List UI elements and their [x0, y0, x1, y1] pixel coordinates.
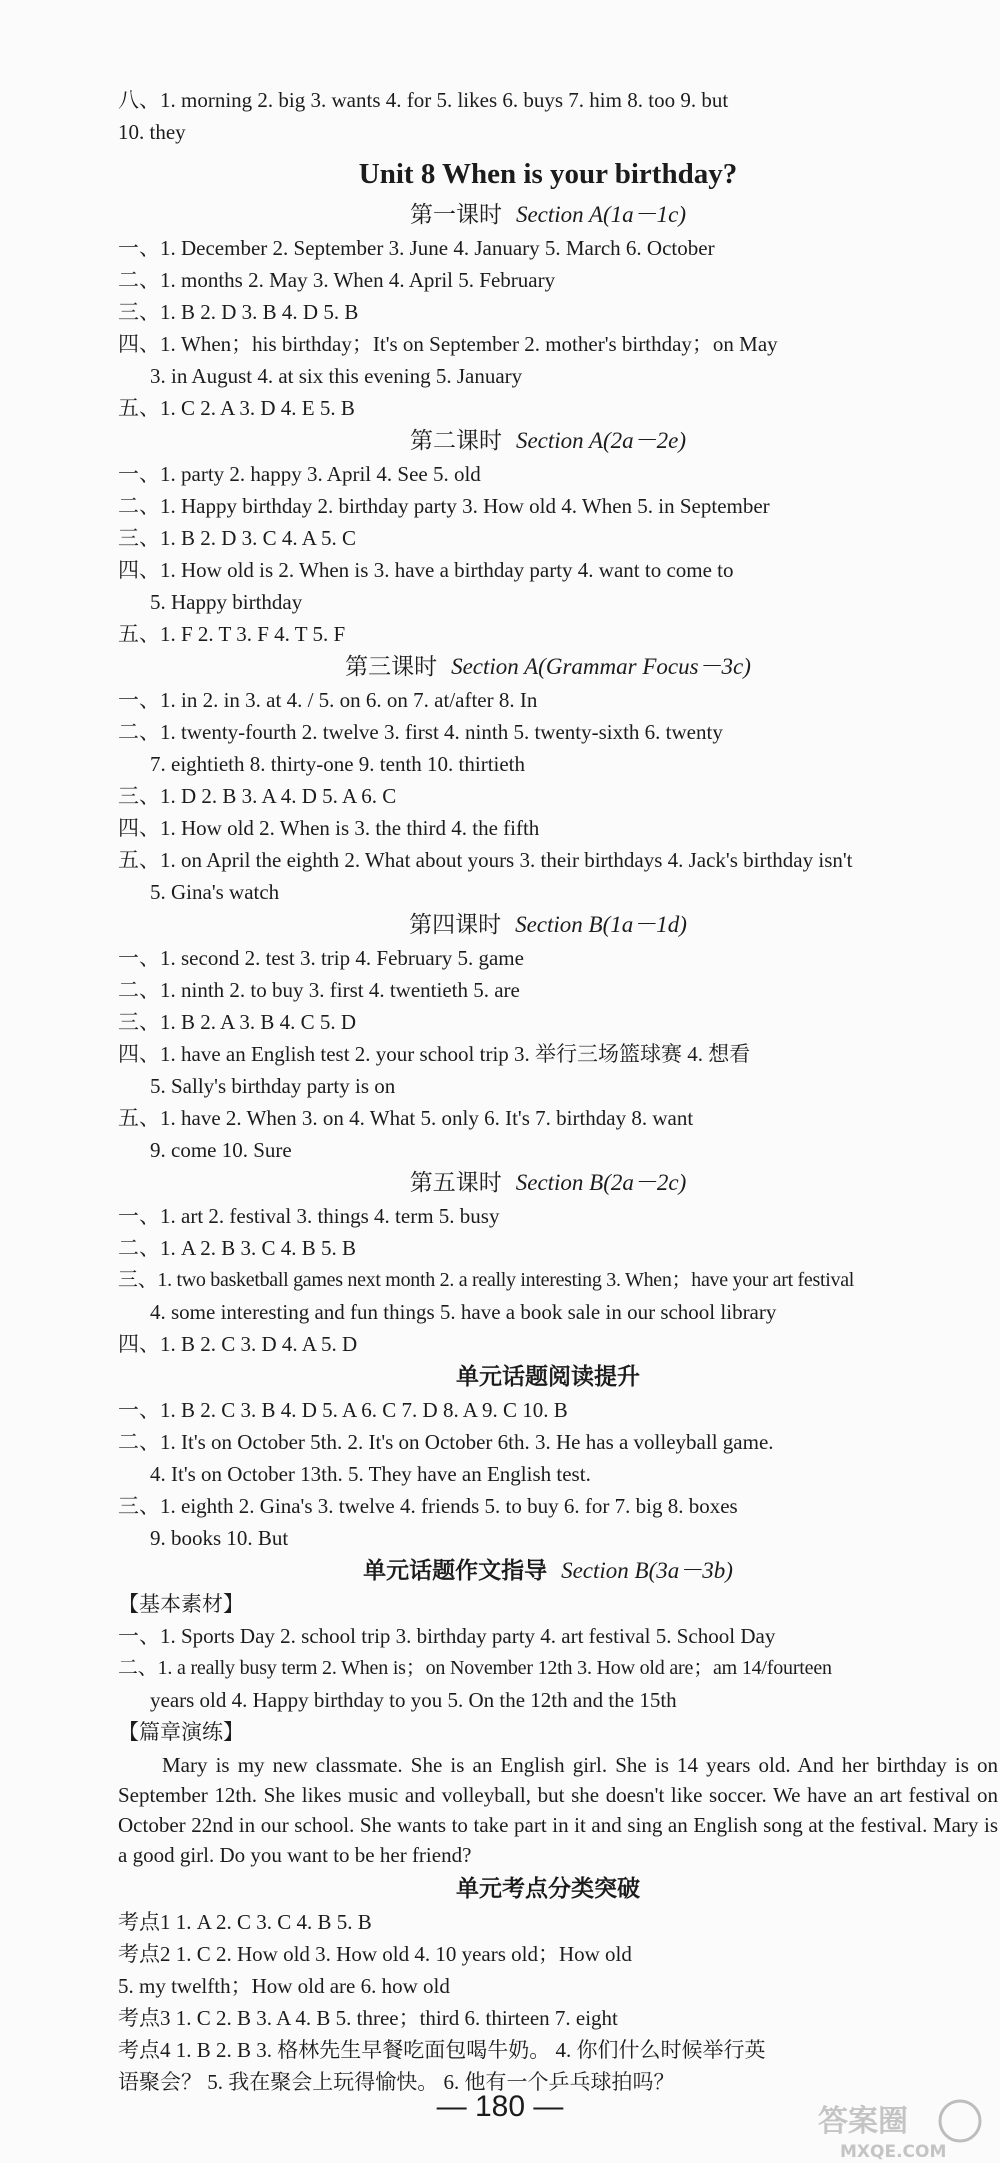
- answer-line: 五、1. on April the eighth 2. What about yours 3. their birthdays 4. Jack's birthday isn't: [118, 848, 853, 872]
- answer-line: 三、1. B 2. D 3. B 4. D 5. B: [118, 300, 359, 324]
- answer-page: [118, 84, 998, 2098]
- answer-line: 考点2 1. C 2. How old 3. How old 4. 10 years old；How old: [118, 1942, 632, 1966]
- answer-line: 一、1. Sports Day 2. school trip 3. birthday party 4. art festival 5. School Day: [118, 1624, 776, 1648]
- answer-line: 10. they: [118, 120, 186, 144]
- answer-line: 二、1. Happy birthday 2. birthday party 3. How old 4. When 5. in September: [118, 494, 770, 518]
- practice-label: 【篇章演练】: [118, 1720, 244, 1744]
- lesson-heading: [118, 1166, 998, 1200]
- answer-line: 考点3 1. C 2. B 3. A 4. B 5. three；third 6. thirteen 7. eight: [118, 2006, 618, 2030]
- answer-line: 5. Happy birthday: [150, 590, 303, 614]
- lesson-heading-section: Section A(2a－2e): [515, 428, 687, 453]
- answer-line: 二、1. A 2. B 3. C 4. B 5. B: [118, 1236, 357, 1260]
- answer-line: 一、1. party 2. happy 3. April 4. See 5. old: [118, 462, 481, 486]
- answer-line: 4. some interesting and fun things 5. have a book sale in our school library: [150, 1300, 777, 1324]
- page-number: — 180 —: [436, 2090, 564, 2123]
- reading-heading: 单元话题阅读提升: [456, 1364, 640, 1389]
- answer-line: 一、1. December 2. September 3. June 4. January 5. March 6. October: [118, 236, 715, 260]
- answer-line: 一、1. second 2. test 3. trip 4. February 5. game: [118, 946, 524, 970]
- answer-line: 4. It's on October 13th. 5. They have an English test.: [150, 1462, 591, 1486]
- answer-line: 三、1. two basketball games next month 2. a really interesting 3. When；have your art festival: [118, 1269, 855, 1291]
- answer-line: 5. Gina's watch: [150, 880, 280, 904]
- lesson-heading-cn: 第四课时: [409, 912, 502, 937]
- answer-line: 3. in August 4. at six this evening 5. January: [150, 364, 523, 388]
- lesson-heading-section: Section B(2a－2c): [515, 1170, 687, 1195]
- answer-line: 9. books 10. But: [150, 1526, 289, 1550]
- answer-line: 二、1. twenty-fourth 2. twelve 3. first 4. ninth 5. twenty-sixth 6. twenty: [118, 720, 723, 744]
- answer-line: 二、1. a really busy term 2. When is；on November 12th 3. How old are；am 14/fourteen: [118, 1657, 832, 1679]
- answer-line: 二、1. months 2. May 3. When 4. April 5. February: [118, 268, 556, 292]
- lesson-heading: [118, 650, 998, 684]
- unit-title: Unit 8 When is your birthday?: [358, 158, 738, 190]
- answer-line: 考点4 1. B 2. B 3. 格林先生早餐吃面包喝牛奶。 4. 你们什么时候举行英: [118, 2038, 766, 2062]
- answer-line: 四、1. When；his birthday；It's on September 2. mother's birthday；on May: [118, 332, 778, 356]
- answer-line: 考点1 1. A 2. C 3. C 4. B 5. B: [118, 1910, 372, 1934]
- answer-line: 五、1. C 2. A 3. D 4. E 5. B: [118, 396, 355, 420]
- lesson-heading: [118, 198, 998, 232]
- answer-line: 三、1. eighth 2. Gina's 3. twelve 4. friends 5. to buy 6. for 7. big 8. boxes: [118, 1494, 738, 1518]
- answer-line: 二、1. It's on October 5th. 2. It's on October 6th. 3. He has a volleyball game.: [118, 1430, 774, 1454]
- watermark-text-bottom: MXQE.COM: [840, 2142, 947, 2162]
- watermark-logo-icon: [810, 2095, 990, 2163]
- answer-line: 三、1. B 2. D 3. C 4. A 5. C: [118, 526, 357, 550]
- answer-line: 语聚会？ 5. 我在聚会上玩得愉快。 6. 他有一个乒乓球拍吗？: [118, 2070, 675, 2094]
- answer-line: 四、1. B 2. C 3. D 4. A 5. D: [118, 1332, 358, 1356]
- answer-line: 9. come 10. Sure: [150, 1138, 292, 1162]
- answer-line: 5. my twelfth；How old are 6. how old: [118, 1974, 450, 1998]
- answer-line: 四、1. have an English test 2. your school trip 3. 举行三场篮球赛 4. 想看: [118, 1042, 751, 1066]
- exam-points-heading: 单元考点分类突破: [456, 1876, 640, 1901]
- lesson-heading-section: Section B(1a－1d): [515, 912, 687, 937]
- lesson-heading-section: Section A(1a－1c): [515, 202, 687, 227]
- answer-line: 5. Sally's birthday party is on: [150, 1074, 396, 1098]
- lesson-heading-section: Section A(Grammar Focus－3c): [451, 654, 751, 679]
- answer-line: 五、1. F 2. T 3. F 4. T 5. F: [118, 622, 346, 646]
- answer-line: 一、1. in 2. in 3. at 4. / 5. on 6. on 7. at/after 8. In: [118, 688, 538, 712]
- lesson-heading-cn: 第二课时: [409, 428, 502, 453]
- watermark-text-top: 答案圈: [818, 2104, 908, 2139]
- lesson-heading: [118, 424, 998, 458]
- lesson-heading: [118, 908, 998, 942]
- answer-line: 二、1. ninth 2. to buy 3. first 4. twentieth 5. are: [118, 978, 520, 1002]
- answer-line: years old 4. Happy birthday to you 5. On the 12th and the 15th: [150, 1688, 677, 1712]
- answer-line: 一、1. art 2. festival 3. things 4. term 5. busy: [118, 1204, 500, 1228]
- answer-line: 五、1. have 2. When 3. on 4. What 5. only 6. It's 7. birthday 8. want: [118, 1106, 694, 1130]
- material-label: 【基本素材】: [118, 1592, 244, 1616]
- answer-line: 7. eightieth 8. thirty-one 9. tenth 10. thirtieth: [150, 752, 526, 776]
- writing-heading-cn: 单元话题作文指导: [363, 1558, 548, 1583]
- answer-line: 四、1. How old 2. When is 3. the third 4. the fifth: [118, 816, 540, 840]
- writing-heading-section: Section B(3a－3b): [561, 1558, 733, 1583]
- answer-line: 三、1. D 2. B 3. A 4. D 5. A 6. C: [118, 784, 397, 808]
- answer-line: 一、1. B 2. C 3. B 4. D 5. A 6. C 7. D 8. A 9. C 10. B: [118, 1398, 568, 1422]
- answer-line: 四、1. How old is 2. When is 3. have a birthday party 4. want to come to: [118, 558, 734, 582]
- lesson-heading-cn: 第五课时: [409, 1170, 502, 1195]
- model-essay: Mary is my new classmate. She is an English girl. She is 14 years old. And her birthday is on September 12th. She likes music and volleyball, but she doesn't like soccer. We have an art festival on October 22nd in our school. She wants to take part in it and sing an English song at the festival. Mary is a good girl. Do you want to be her friend?: [118, 1753, 998, 1867]
- writing-heading: [118, 1554, 998, 1588]
- answer-line: 三、1. B 2. A 3. B 4. C 5. D: [118, 1010, 357, 1034]
- answer-line: 八、1. morning 2. big 3. wants 4. for 5. likes 6. buys 7. him 8. too 9. but: [118, 88, 729, 112]
- lesson-heading-cn: 第一课时: [409, 202, 502, 227]
- lesson-heading-cn: 第三课时: [345, 654, 438, 679]
